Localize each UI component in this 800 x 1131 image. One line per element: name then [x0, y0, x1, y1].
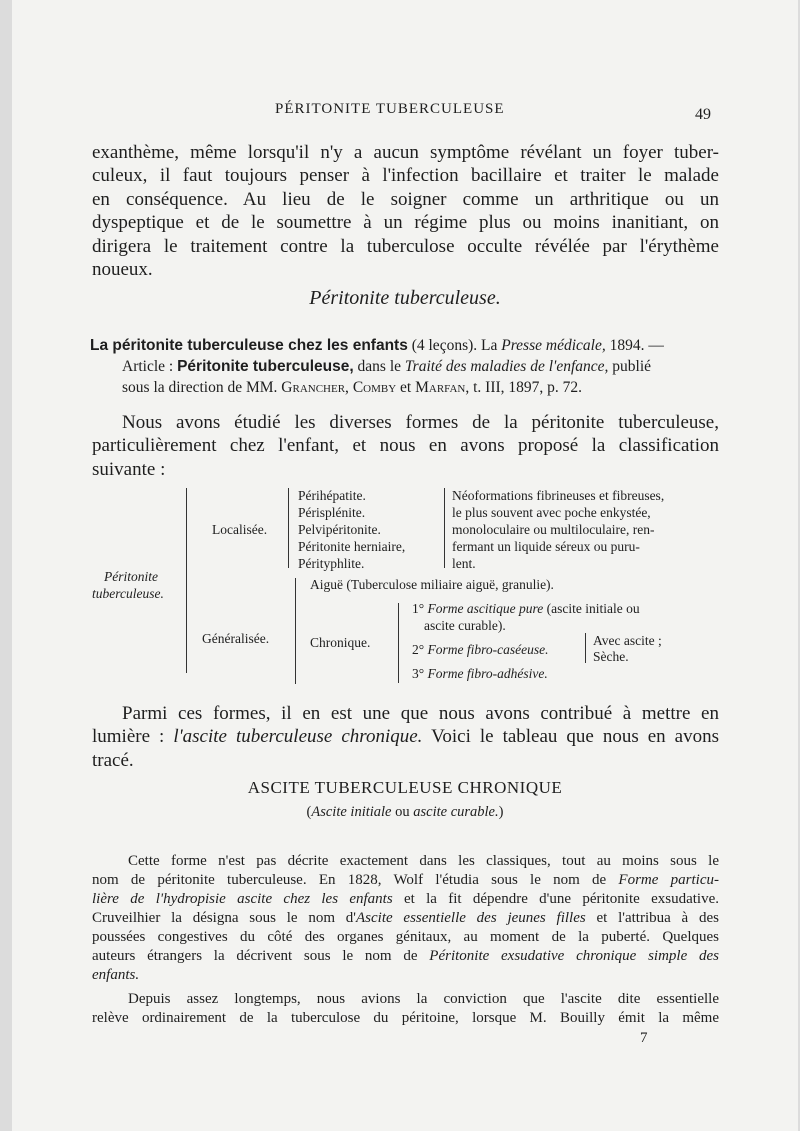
localized-note: lent. — [452, 556, 476, 571]
text-fragment: ou — [395, 804, 410, 820]
text-line: exanthème, même lorsqu'il n'y a aucun symptôme révélant un foyer tuber- — [92, 142, 719, 163]
book-page — [12, 0, 798, 1131]
localized-label: Localisée. — [212, 522, 268, 537]
reference-author: Marfan, — [415, 379, 470, 396]
text-line: enfants. — [92, 967, 140, 983]
page-number: 49 — [695, 106, 711, 123]
reference-author: Grancher, — [281, 379, 349, 396]
form-number: 1° — [412, 601, 425, 616]
text-line: suivante : — [92, 458, 166, 480]
subsection-subtitle — [12, 804, 798, 821]
text-fragment: Voici le tableau que nous en avons — [431, 726, 719, 748]
generalized-label: Généralisée. — [202, 631, 270, 646]
text-fragment: auteurs étrangers la décrivent sous le nom de — [92, 948, 418, 964]
localized-item: Péritonite herniaire, — [298, 539, 406, 554]
emphasis-text: Forme particu- — [618, 872, 719, 888]
reference-volume: t. III, 1897, p. 72. — [473, 379, 583, 396]
contribution-paragraph — [92, 702, 719, 772]
reference-author: Comby — [352, 379, 397, 396]
localized-note: fermant un liquide séreux ou puru- — [452, 539, 640, 554]
intro-paragraph — [92, 141, 719, 281]
text-line — [92, 909, 719, 928]
fibro-caseous-brace — [585, 633, 590, 663]
localized-item: Pelvipéritonite. — [298, 522, 381, 537]
text-line: dirigera le traitement contre la tuberculose occulte révélée par l'érythème — [92, 235, 719, 257]
localized-note: Néoformations fibrineuses et fibreuses, — [452, 488, 665, 503]
reference-article-title: Péritonite tuberculeuse, — [177, 358, 354, 375]
text-fragment: et la fit dépendre d'une péritonite exsudative. — [404, 891, 720, 907]
text-line — [92, 947, 719, 966]
text-fragment: lumière : — [92, 726, 165, 748]
running-title: PÉRITONITE TUBERCULEUSE — [275, 101, 505, 117]
signature-mark: 7 — [640, 1030, 648, 1046]
fibro-caseous-subtype: Sèche. — [593, 649, 629, 664]
classification-intro-paragraph — [92, 411, 719, 481]
text-line: dyspeptique et de le soumettre à un régime plus ou moins inanitiant, on — [92, 212, 719, 234]
subsection-heading: ASCITE TUBERCULEUSE CHRONIQUE — [247, 778, 563, 797]
localized-item: Périhépatite. — [298, 488, 366, 503]
reference-dans-le: dans le — [357, 358, 402, 375]
text-line: particulièrement chez l'enfant, et nous en avons proposé la classification — [92, 435, 719, 457]
localized-note: le plus souvent avec poche enkystée, — [452, 505, 651, 520]
text-line: Nous avons étudié les diverses formes de la péritonite tuberculeuse, — [122, 412, 719, 433]
reference-title: La péritonite tuberculeuse chez les enfants — [90, 337, 408, 354]
text-line: poussées congestives du côté des organes génitaux, au moment de la puberté. Quelques — [92, 929, 719, 945]
reference-year: 1894. — — [609, 337, 664, 354]
root-label: tuberculeuse. — [92, 586, 164, 601]
text-fragment: et l'attribua à des — [596, 910, 719, 926]
text-line — [92, 890, 719, 909]
localized-item: Périsplénite. — [298, 505, 366, 520]
chronic-form-1 — [412, 600, 640, 617]
reference-article-label: Article : — [122, 358, 174, 375]
reference-line-3 — [122, 379, 582, 397]
text-line: culeux, il faut toujours penser à l'infection bacillaire et traiter le malade — [92, 165, 719, 187]
emphasis-text: Ascite initiale — [311, 804, 392, 820]
main-brace — [186, 488, 191, 673]
text-fragment: nom de péritonite tuberculeuse. En 1828, Wolf l'étudia sous le nom de — [92, 872, 607, 888]
form-name: Forme ascitique pure — [427, 601, 544, 616]
paren: ( — [306, 804, 312, 820]
bouilly-paragraph — [92, 990, 719, 1028]
chronic-brace — [398, 603, 403, 683]
localized-brace — [288, 488, 293, 568]
text-line: Parmi ces formes, il en est une que nous avons contribué à mettre en — [122, 703, 719, 724]
emphasis-text: l'ascite tuberculeuse chronique. — [173, 726, 423, 748]
history-paragraph — [92, 852, 719, 985]
chronic-form-3 — [412, 665, 548, 682]
reference-lessons: (4 leçons). La — [411, 337, 498, 354]
root-label: Péritonite — [104, 569, 158, 584]
emphasis-text: ascite curable. — [413, 804, 499, 820]
text-line — [92, 871, 719, 890]
reference-line-2 — [122, 358, 651, 376]
chronic-label: Chronique. — [310, 635, 371, 650]
section-title: Péritonite tuberculeuse. — [309, 287, 501, 309]
emphasis-text: Péritonite exsudative chronique simple des — [429, 948, 720, 964]
reference-journal: Presse médicale, — [501, 337, 606, 354]
text-line: en conséquence. Au lieu de le soigner comme un arthritique ou un — [92, 188, 719, 210]
generalized-brace — [295, 578, 300, 684]
note-brace — [444, 488, 449, 568]
text-line: relève ordinairement de la tuberculose du péritoine, lorsque M. Bouilly émit la même — [92, 1010, 719, 1026]
form-number: 2° — [412, 642, 425, 657]
reference-treatise: Traité des maladies de l'enfance, — [404, 358, 609, 375]
form-name: Forme fibro-caséeuse. — [427, 642, 549, 657]
emphasis-text: Ascite essentielle des jeunes filles — [356, 910, 586, 926]
text-line — [92, 725, 719, 748]
reference-line-1 — [90, 337, 664, 355]
text-line: Cette forme n'est pas décrite exactement dans les classiques, tout au moins sous le — [128, 853, 719, 869]
text-line: noueux. — [92, 259, 153, 281]
chronic-form-1-cont: ascite curable). — [424, 618, 506, 633]
text-line: tracé. — [92, 749, 134, 771]
text-fragment: Cruveilhier la désigna sous le nom d' — [92, 910, 356, 926]
form-detail: (ascite initiale ou — [546, 601, 640, 616]
paren: ) — [498, 804, 504, 820]
reference-and: et — [400, 379, 412, 396]
acute-form: Aiguë (Tuberculose miliaire aiguë, granulie). — [310, 577, 554, 592]
emphasis-text: lière de l'hydropisie ascite chez les enfants — [92, 891, 393, 907]
form-name: Forme fibro-adhésive. — [427, 666, 548, 681]
localized-note: monoloculaire ou multiloculaire, ren- — [452, 522, 655, 537]
reference-published: publié — [612, 358, 652, 375]
form-number: 3° — [412, 666, 425, 681]
fibro-caseous-subtype: Avec ascite ; — [593, 633, 662, 648]
text-line: Depuis assez longtemps, nous avions la conviction que l'ascite dite essentielle — [128, 991, 719, 1007]
localized-item: Pérityphlite. — [298, 556, 365, 571]
reference-direction: sous la direction de MM. — [122, 379, 278, 396]
chronic-form-2 — [412, 641, 549, 658]
